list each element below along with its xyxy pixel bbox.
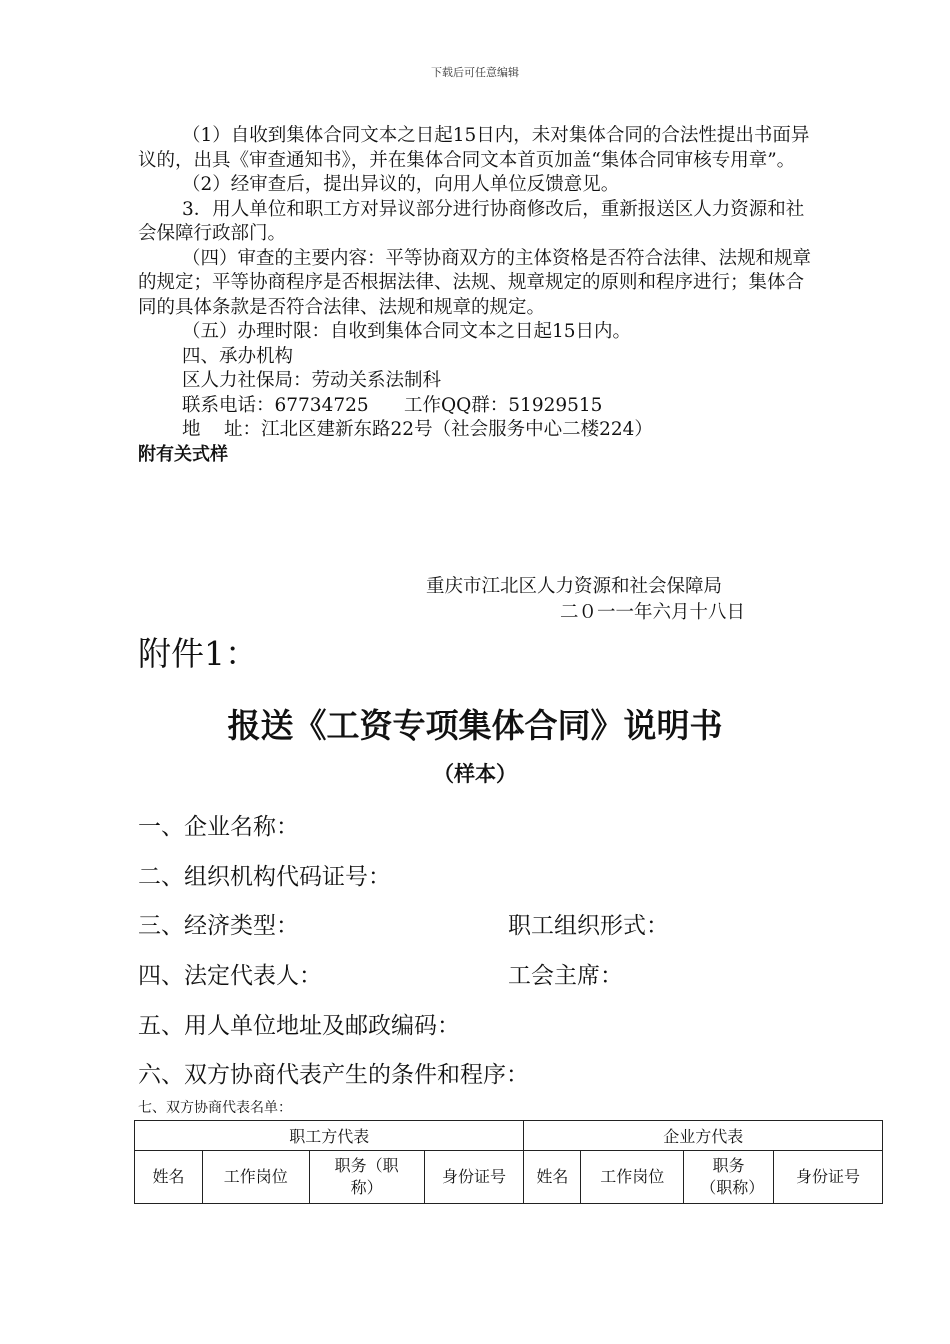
table-header-position: 工作岗位 — [202, 1151, 309, 1204]
field-worker-org-form: 职工组织形式： — [508, 913, 669, 939]
field-legal-rep: 四、法定代表人： — [138, 963, 322, 989]
document-body — [138, 124, 814, 467]
contact-phone-qq: 联系电话：67734725 工作QQ群：51929515 — [182, 394, 603, 416]
document-title: 报送《工资专项集体合同》说明书 — [227, 706, 723, 745]
paragraph-review-objection: （2）经审查后，提出异议的，向用人单位反馈意见。 — [182, 174, 620, 195]
signature-org: 重庆市江北区人力资源和社会保障局 — [426, 576, 723, 597]
paragraph-time-limit: （五）办理时限：自收到集体合同文本之日起15日内。 — [182, 321, 632, 342]
page-header: 下载后可任意编辑 — [431, 66, 519, 79]
representatives-table — [134, 1120, 883, 1204]
table-header-id-number: 身份证号 — [774, 1151, 883, 1204]
field-union-chair: 工会主席： — [508, 963, 623, 989]
attached-forms-note: 附有关式样 — [138, 443, 228, 465]
section-heading-agency: 四、承办机构 — [182, 345, 294, 367]
table-header-name: 姓名 — [524, 1151, 581, 1204]
agency-address: 地 址：江北区建新东路22号（社会服务中心二楼224） — [182, 419, 653, 440]
table-header-title: 职务（职称） — [309, 1151, 424, 1204]
field-company-name: 一、企业名称： — [138, 814, 299, 840]
agency-name: 区人力社保局：劳动关系法制科 — [182, 370, 442, 391]
document-subtitle: （样本） — [433, 762, 517, 786]
rep-list-label: 七、双方协商代表名单： — [138, 1100, 292, 1116]
table-header-title: 职务（职称） — [684, 1151, 774, 1204]
field-org-code: 二、组织机构代码证号： — [138, 864, 391, 890]
paragraph-review-no-objection: （1）自收到集体合同文本之日起15日内，未对集体合同的合法性提出书面异议的，出具《审查通知书》，并在集体合同文本首页加盖“集体合同审核专用章”。 — [138, 125, 810, 171]
field-economic-type: 三、经济类型： — [138, 913, 299, 939]
table-group-workers: 职工方代表 — [135, 1121, 524, 1151]
paragraph-resubmit: 3．用人单位和职工方对异议部分进行协商修改后，重新报送区人力资源和社会保障行政部门。 — [138, 198, 805, 244]
table-header-id-number: 身份证号 — [424, 1151, 524, 1204]
table-group-enterprise: 企业方代表 — [524, 1121, 883, 1151]
paragraph-review-content: （四）审查的主要内容：平等协商双方的主体资格是否符合法律、法规和规章的规定；平等协商程序是否根据法律、法规、规章规定的原则和程序进行；集体合同的具体条款是否符合法律、法规和规章的规定。 — [138, 247, 812, 318]
field-address-postcode: 五、用人单位地址及邮政编码： — [138, 1013, 460, 1039]
attachment-label: 附件1： — [138, 634, 258, 673]
signature-date: 二０一一年六月十八日 — [560, 602, 746, 623]
table-header-name: 姓名 — [135, 1151, 203, 1204]
table-header-position: 工作岗位 — [581, 1151, 684, 1204]
field-rep-selection: 六、双方协商代表产生的条件和程序： — [138, 1062, 529, 1088]
